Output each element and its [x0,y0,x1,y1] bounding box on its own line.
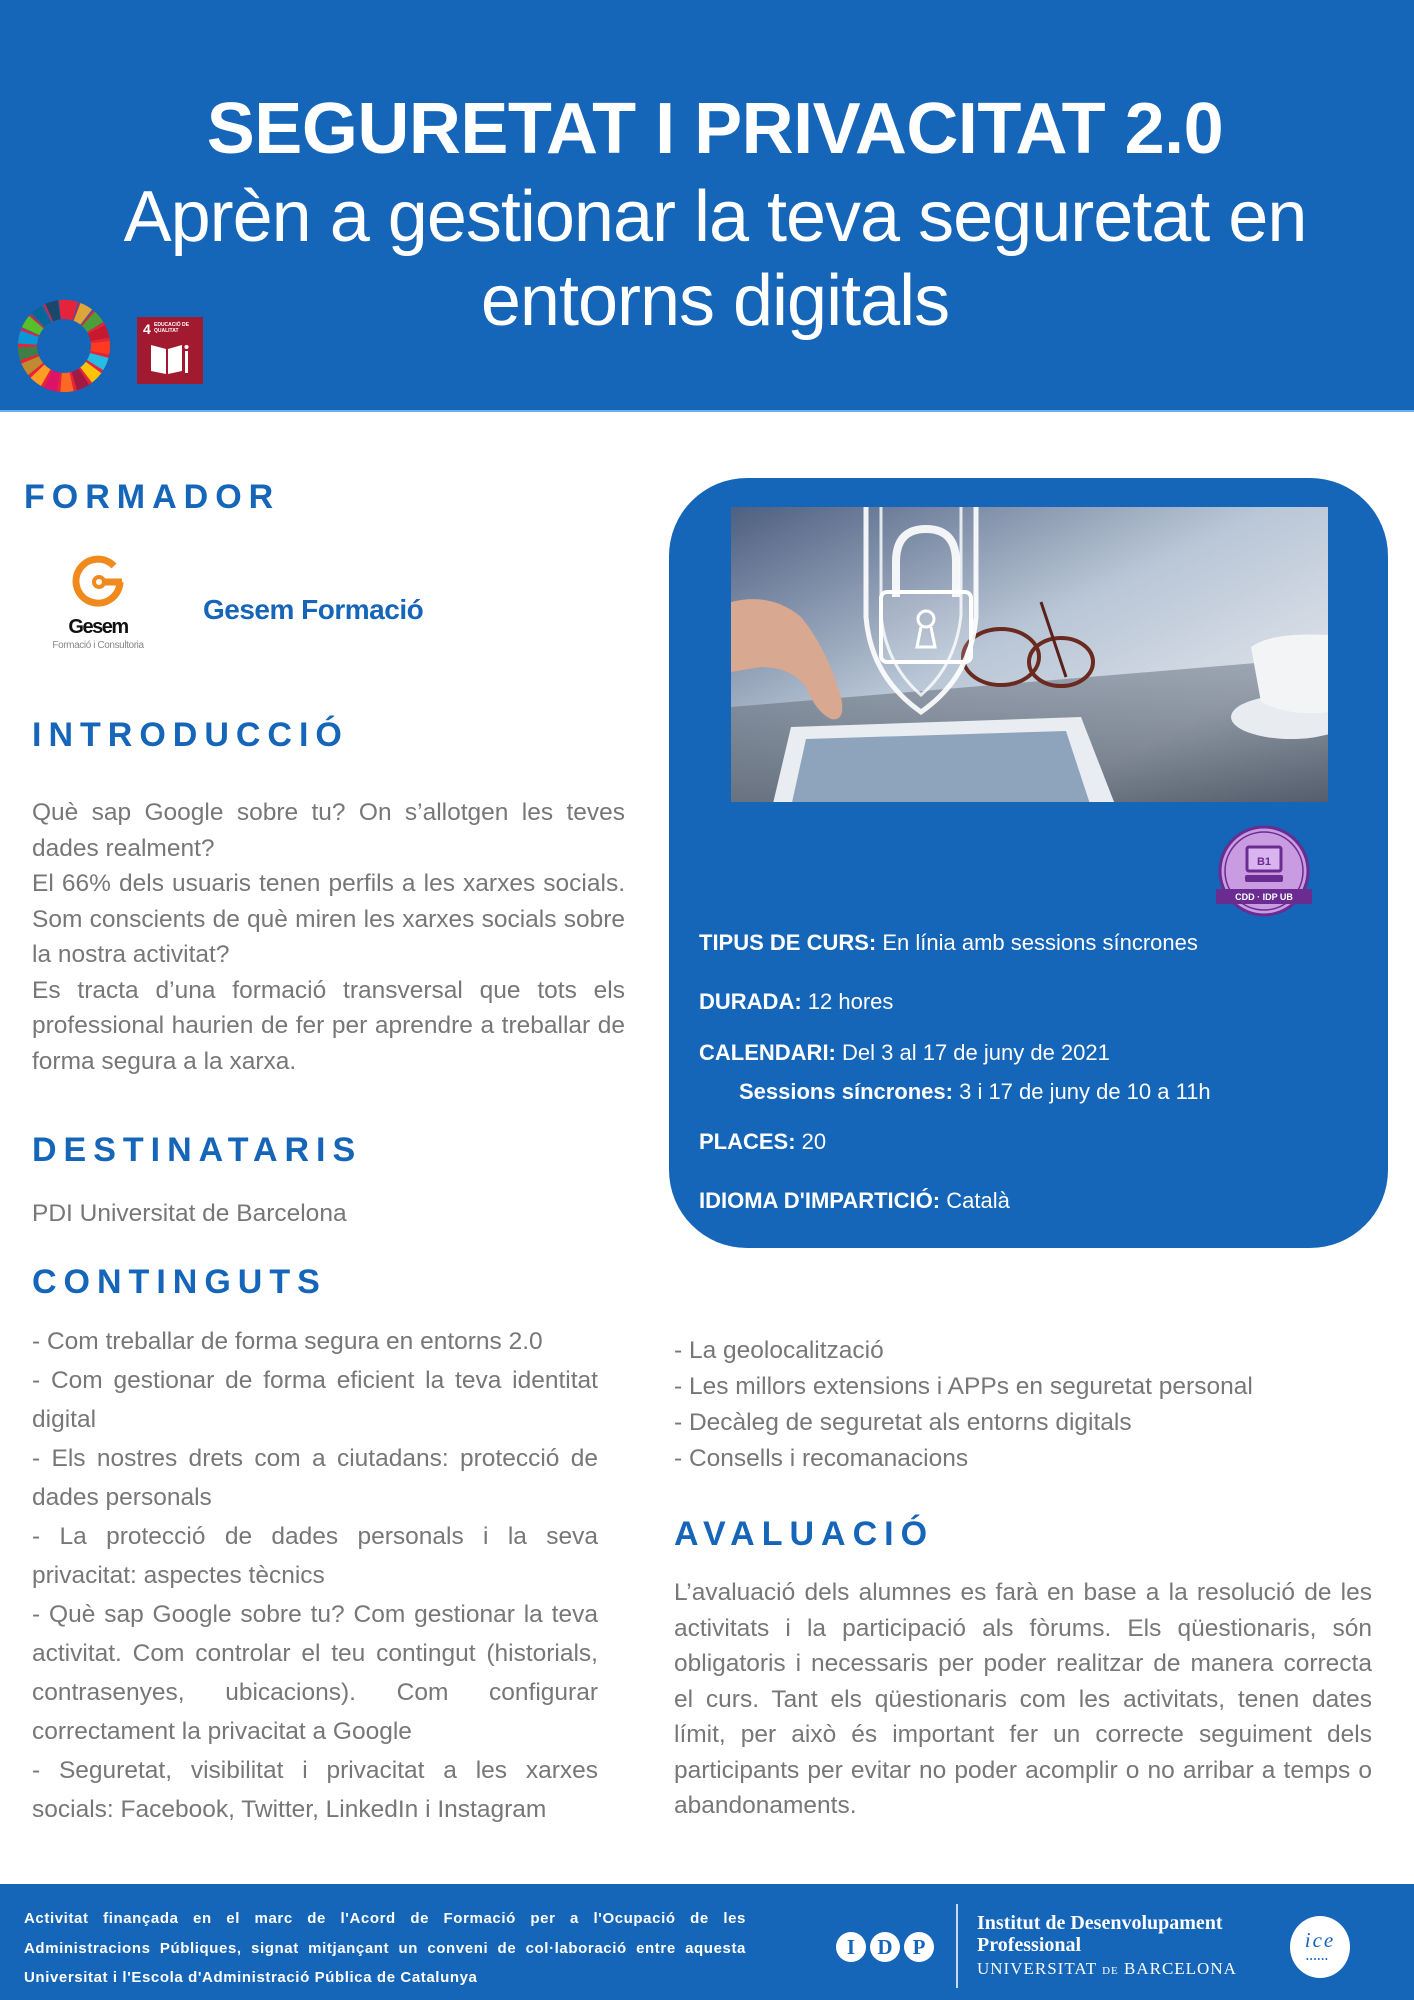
detail-value: 20 [795,1129,827,1154]
destinataris-text: PDI Universitat de Barcelona [32,1200,347,1227]
detail-value: 12 hores [801,989,894,1014]
course-photo [731,507,1328,802]
idp-letter: I [836,1932,866,1962]
idp-letter: D [870,1932,900,1962]
detail-course-type [699,930,1198,956]
detail-value: En línia amb sessions síncrones [876,930,1198,955]
list-item: - Com gestionar de forma eficient la teva identitat digital [32,1367,598,1433]
detail-value: 3 i 17 de juny de 10 a 11h [952,1079,1211,1104]
detail-label: PLACES: [699,1129,796,1154]
svg-text:B1: B1 [1256,856,1272,868]
intro-paragraph: El 66% dels usuaris tenen perfils a les xarxes socials. Som conscients de què miren les xarxes socials sobre la nostra activitat? [32,870,625,968]
list-item: - La protecció de dades personals i la seva privacitat: aspectes tècnics [32,1523,598,1589]
intro-paragraph: Què sap Google sobre tu? On s’allotgen les teves dades realment? [32,799,625,862]
university-name [977,1956,1237,1984]
footer [0,1884,1414,2000]
book-icon [149,341,191,377]
list-item: - Seguretat, visibilitat i privacitat a les xarxes socials: Facebook, Twitter, LinkedIn i Instagram [32,1757,598,1823]
footer-divider [956,1904,958,1988]
header-banner [0,0,1414,412]
detail-label: Sessions síncrones: [739,1079,953,1104]
detail-label: IDIOMA D'IMPARTICIÓ: [699,1188,941,1213]
list-item: - Els nostres drets com a ciutadans: protecció de dades personals [32,1445,598,1511]
avaluacio-text: L’avaluació dels alumnes es farà en base a la resolució de les activitats i la participació als fòrums. Els qüestionaris, són obligatoris i necessaris per poder realitzar de manera correcta el curs. Tant els qüestionaris com les activitats, tenen dates límit, per això és important fer un correcte seguiment dels participants per evitar no poder acomplir o no arribar a temps o abandonaments. [674,1579,1372,1819]
detail-duration [699,989,893,1015]
security-photo-illustration [731,507,1328,802]
list-item: - Consells i recomanacions [674,1445,969,1472]
heading-avaluacio: AVALUACIÓ [674,1515,935,1553]
intro-text [32,795,625,1079]
b1-level-badge [1214,823,1314,923]
trainer-name: Gesem Formació [203,594,424,625]
sdg4-label: EDUCACIÓ DE QUALITAT [154,322,190,334]
page-subtitle: Aprèn a gestionar la teva seguretat en entorns digitals [123,177,1307,341]
detail-value: Català [940,1188,1010,1213]
institute-line1: Institut de Desenvolupament [977,1912,1223,1934]
university-de: DE [1102,1965,1119,1977]
gesem-g-icon [36,548,160,618]
funding-notice: Activitat finançada en el marc de l'Acord de Formació per a l'Ocupació de les Administracions Públiques, signat mitjançant un conveni de col·laboració entre aquesta Universitat i l'Escola d'Administració Pública de Catalunya [24,1910,746,1986]
sdg-wheel-icon [16,298,112,394]
intro-paragraph: Es tracta d’una formació transversal que tots els professional haurien de fer per aprendre a treballar de forma segura a la xarxa. [32,976,625,1075]
detail-language [699,1188,1010,1214]
university-post: BARCELONA [1118,1959,1237,1978]
gesem-logo-tagline: Formació i Consultoria [52,640,144,651]
detail-label: TIPUS DE CURS: [699,930,877,955]
list-item: - Les millors extensions i APPs en seguretat personal [674,1373,1253,1400]
list-item: - La geolocalització [674,1337,884,1364]
page-title: SEGURETAT I PRIVACITAT 2.0 [206,89,1224,169]
detail-label: CALENDARI: [699,1040,836,1065]
continguts-list-right [674,1333,1374,1477]
detail-value: Del 3 al 17 de juny de 2021 [835,1040,1110,1065]
gesem-logo-word: Gesem [68,616,128,638]
institute-name [977,1912,1237,1984]
list-item: - Què sap Google sobre tu? Com gestionar la teva activitat. Com controlar el teu contingut (historials, contrasenyes, ubicacions). Com configurar correctament la privacitat a Google [32,1601,598,1745]
heading-destinataris: DESTINATARIS [32,1131,363,1169]
sdg4-number: 4 [143,321,151,337]
ice-dots: •••••• [1306,1955,1329,1964]
list-item: - Com treballar de forma segura en entorns 2.0 [32,1328,543,1355]
heading-formador: FORMADOR [24,478,281,516]
detail-calendar [699,1040,1110,1066]
ice-label: ice [1304,1928,1336,1952]
idp-logo [836,1932,934,1962]
university-pre: UNIVERSITAT [977,1959,1103,1978]
continguts-list-left [32,1322,598,1829]
idp-letter: P [904,1932,934,1962]
institute-line2: Professional [977,1934,1082,1956]
detail-places [699,1129,826,1155]
svg-text:CDD · IDP UB: CDD · IDP UB [1235,892,1293,902]
ice-logo [1290,1916,1350,1978]
sdg4-education-badge [137,317,203,384]
detail-label: DURADA: [699,989,802,1014]
gesem-logo [36,548,160,658]
heading-continguts: CONTINGUTS [32,1263,327,1301]
course-info-card [669,478,1388,1248]
list-item: - Decàleg de seguretat als entorns digitals [674,1409,1132,1436]
detail-sync-sessions [739,1079,1211,1105]
heading-introduccio: INTRODUCCIÓ [32,716,349,754]
